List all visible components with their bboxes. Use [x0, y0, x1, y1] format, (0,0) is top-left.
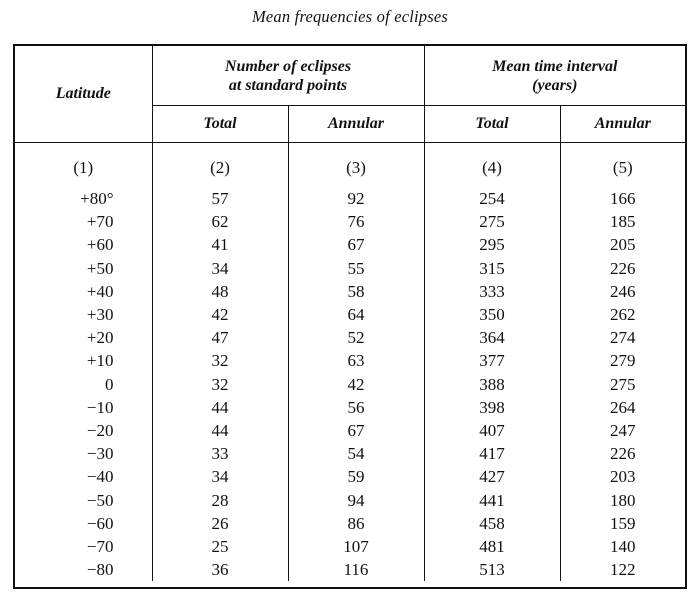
annular-eclipses-cell: 64 [288, 303, 424, 326]
header-mean-time-interval [424, 46, 685, 106]
table-title: Mean frequencies of eclipses [251, 7, 449, 26]
total-interval-cell: 333 [424, 280, 560, 303]
column-number: (1) [15, 143, 152, 188]
annular-interval-cell: 274 [610, 328, 636, 348]
table-row [15, 257, 685, 280]
table-row [15, 558, 685, 581]
total-interval-cell: 254 [424, 187, 560, 210]
latitude-cell: −30 [15, 442, 152, 465]
column-number: (5) [612, 158, 633, 177]
latitude-cell: +40 [15, 280, 152, 303]
annular-eclipses-cell: 63 [288, 349, 424, 372]
column-number: (4) [424, 143, 560, 188]
header-latitude: Latitude [15, 46, 152, 143]
table-row [15, 442, 685, 465]
table-row [15, 280, 685, 303]
annular-interval-cell: 226 [610, 444, 636, 464]
annular-eclipses-cell: 76 [288, 210, 424, 233]
total-eclipses-cell: 36 [152, 558, 288, 581]
header-eclipses-total: Total [152, 106, 288, 143]
annular-eclipses-cell: 58 [288, 280, 424, 303]
annular-eclipses-cell: 116 [288, 558, 424, 581]
total-eclipses-cell: 44 [152, 396, 288, 419]
table-row [15, 303, 685, 326]
annular-interval-cell: 226 [610, 258, 636, 278]
annular-interval-cell: 264 [610, 397, 636, 417]
latitude-cell: +30 [15, 303, 152, 326]
annular-eclipses-cell: 107 [288, 535, 424, 558]
total-eclipses-cell: 47 [152, 326, 288, 349]
table-body [15, 143, 685, 582]
header-number-of-eclipses-line1: Number of eclipses [224, 57, 352, 75]
annular-eclipses-cell: 92 [288, 187, 424, 210]
column-number: (2) [152, 143, 288, 188]
latitude-cell: −50 [15, 489, 152, 512]
annular-eclipses-cell: 42 [288, 373, 424, 396]
latitude-cell: +80° [15, 187, 152, 210]
annular-eclipses-cell: 67 [288, 419, 424, 442]
annular-eclipses-cell: 86 [288, 512, 424, 535]
eclipse-frequency-table [15, 46, 685, 581]
annular-eclipses-cell: 67 [288, 233, 424, 256]
total-interval-cell: 417 [424, 442, 560, 465]
latitude-cell: +10 [15, 349, 152, 372]
latitude-cell: −10 [15, 396, 152, 419]
total-eclipses-cell: 25 [152, 535, 288, 558]
table-row [15, 373, 685, 396]
total-eclipses-cell: 34 [152, 465, 288, 488]
total-eclipses-cell: 41 [152, 233, 288, 256]
table-row [15, 419, 685, 442]
annular-eclipses-cell: 52 [288, 326, 424, 349]
total-eclipses-cell: 62 [152, 210, 288, 233]
header-mean-time-interval-line2: (years) [532, 76, 578, 94]
column-number: (3) [288, 143, 424, 188]
table-row [15, 535, 685, 558]
total-interval-cell: 388 [424, 373, 560, 396]
total-interval-cell: 295 [424, 233, 560, 256]
table-row [15, 489, 685, 512]
total-eclipses-cell: 32 [152, 349, 288, 372]
latitude-cell: +50 [15, 257, 152, 280]
annular-eclipses-cell: 94 [288, 489, 424, 512]
annular-interval-cell: 275 [610, 374, 636, 394]
table-row [15, 326, 685, 349]
annular-interval-cell: 159 [610, 513, 636, 533]
annular-interval-cell: 247 [610, 421, 636, 441]
latitude-cell: −20 [15, 419, 152, 442]
header-number-of-eclipses-line2: at standard points [228, 76, 348, 94]
table-row [15, 233, 685, 256]
total-eclipses-cell: 44 [152, 419, 288, 442]
table-header [15, 46, 685, 143]
total-interval-cell: 407 [424, 419, 560, 442]
annular-interval-cell: 203 [610, 467, 636, 487]
table-row [15, 349, 685, 372]
annular-interval-cell: 246 [610, 281, 636, 301]
total-interval-cell: 315 [424, 257, 560, 280]
table-row [15, 465, 685, 488]
total-eclipses-cell: 48 [152, 280, 288, 303]
latitude-cell: −70 [15, 535, 152, 558]
annular-interval-cell: 279 [610, 351, 636, 371]
column-number-row [15, 143, 685, 188]
latitude-cell: −60 [15, 512, 152, 535]
total-interval-cell: 364 [424, 326, 560, 349]
header-mean-time-interval-line1: Mean time interval [492, 57, 618, 75]
total-eclipses-cell: 33 [152, 442, 288, 465]
total-interval-cell: 377 [424, 349, 560, 372]
header-eclipses-annular: Annular [288, 106, 424, 143]
total-interval-cell: 513 [424, 558, 560, 581]
annular-interval-cell: 205 [610, 235, 636, 255]
annular-interval-cell: 185 [610, 212, 636, 232]
annular-interval-cell: 166 [610, 189, 636, 208]
annular-eclipses-cell: 56 [288, 396, 424, 419]
latitude-cell: +70 [15, 210, 152, 233]
header-number-of-eclipses [152, 46, 424, 106]
total-interval-cell: 427 [424, 465, 560, 488]
table-row [15, 396, 685, 419]
total-interval-cell: 481 [424, 535, 560, 558]
annular-interval-cell: 262 [610, 305, 636, 325]
total-interval-cell: 350 [424, 303, 560, 326]
total-interval-cell: 275 [424, 210, 560, 233]
annular-interval-cell: 180 [610, 490, 636, 510]
annular-interval-cell: 122 [610, 560, 636, 580]
total-interval-cell: 458 [424, 512, 560, 535]
total-eclipses-cell: 28 [152, 489, 288, 512]
table-row [15, 210, 685, 233]
latitude-cell: 0 [15, 373, 152, 396]
total-interval-cell: 441 [424, 489, 560, 512]
annular-interval-cell: 140 [610, 537, 636, 557]
eclipse-frequency-table-frame [13, 44, 687, 589]
latitude-cell: −80 [15, 558, 152, 581]
table-row [15, 187, 685, 210]
header-interval-total: Total [424, 106, 560, 143]
header-interval-annular: Annular [560, 106, 685, 143]
total-interval-cell: 398 [424, 396, 560, 419]
total-eclipses-cell: 26 [152, 512, 288, 535]
table-row [15, 512, 685, 535]
latitude-cell: −40 [15, 465, 152, 488]
latitude-cell: +20 [15, 326, 152, 349]
annular-eclipses-cell: 59 [288, 465, 424, 488]
annular-eclipses-cell: 54 [288, 442, 424, 465]
latitude-cell: +60 [15, 233, 152, 256]
total-eclipses-cell: 34 [152, 257, 288, 280]
total-eclipses-cell: 42 [152, 303, 288, 326]
total-eclipses-cell: 32 [152, 373, 288, 396]
annular-eclipses-cell: 55 [288, 257, 424, 280]
total-eclipses-cell: 57 [152, 187, 288, 210]
